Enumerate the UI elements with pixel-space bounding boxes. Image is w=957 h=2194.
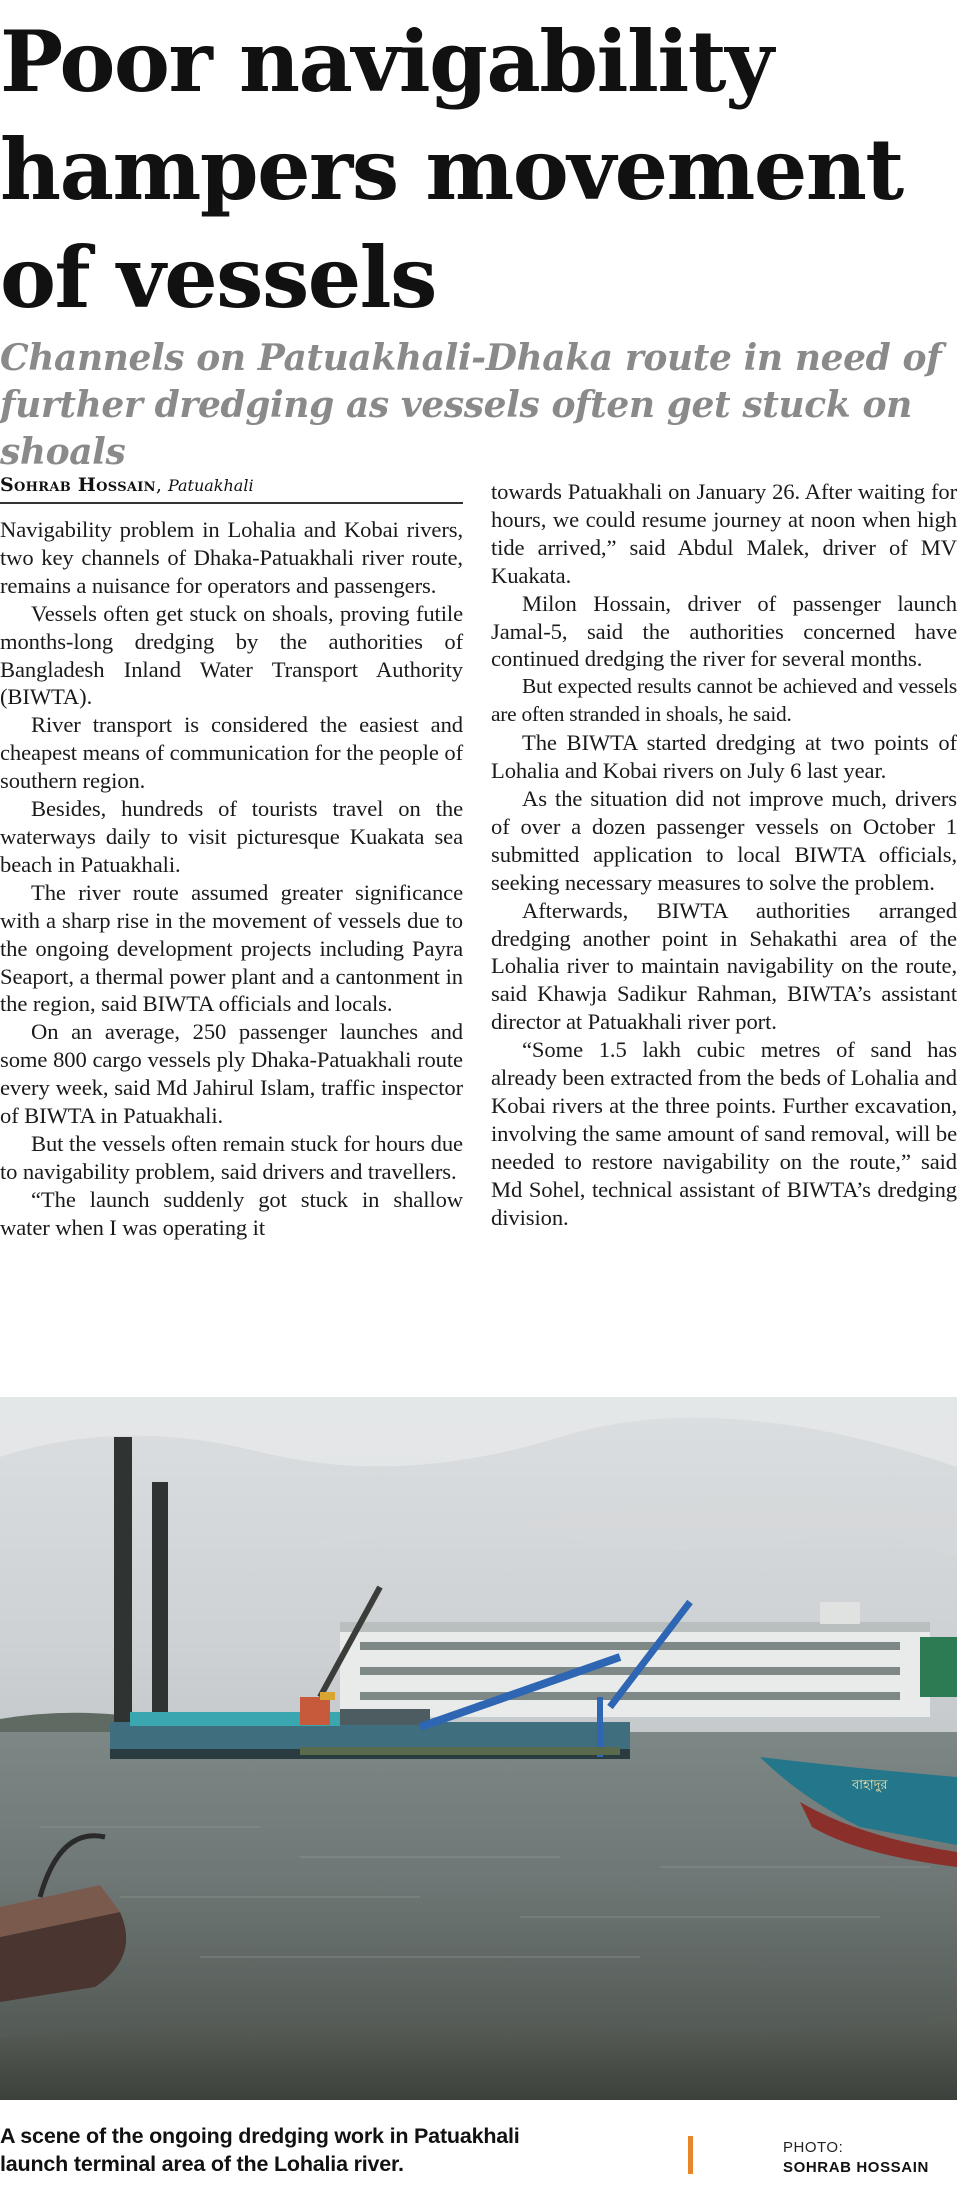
subheadline	[0, 335, 957, 476]
headline-line: hampers movement	[0, 120, 903, 219]
paragraph: “The launch suddenly got stuck in shallow water when I was operating it	[0, 1186, 463, 1240]
photo-credit-name: SOHRAB HOSSAIN	[783, 2159, 929, 2176]
paragraph: Navigability problem in Lohalia and Kobai rivers, two key channels of Dhaka-Patuakhali river route, remains a nuisance for operators and passengers.	[0, 517, 463, 598]
paragraph: But expected results cannot be achieved and vessels are often stranded in shoals, he said.	[491, 674, 957, 727]
paragraph: Milon Hossain, driver of passenger launch Jamal-5, said the authorities concerned have continued dredging the river for several months.	[491, 590, 957, 672]
launch-stern	[920, 1637, 957, 1697]
photo-caption	[0, 2122, 620, 2178]
byline-location: Patuakhali	[167, 476, 254, 495]
paragraph: On an average, 250 passenger launches and some 800 cargo vessels ply Dhaka-Patuakhali route every week, said Md Jahirul Islam, traffic inspector of BIWTA in Patuakhali.	[0, 1019, 463, 1129]
byline-author: Sohrab Hossain	[0, 474, 156, 496]
photo-credit-label: PHOTO:	[783, 2139, 844, 2156]
paragraph: Afterwards, BIWTA authorities arranged dredging another point in Sehakathi area of the Lohalia river to maintain navigability on the route, said Khawja Sadikur Rahman, BIWTA’s assistant director at Patuakhali river port.	[491, 897, 957, 1035]
paragraph: “Some 1.5 lakh cubic metres of sand has already been extracted from the beds of Lohalia and Kobai rivers at the three points. Further excavation, involving the same amount of sand removal, will be needed to restore navigability on the route,” said Md Sohel, technical assistant of BIWTA’s dredging division.	[491, 1037, 957, 1230]
subhead-line: Channels on Patuakhali-Dhaka route in need of	[0, 337, 942, 379]
headline-line: Poor navigability	[0, 12, 773, 111]
paragraph: Vessels often get stuck on shoals, proving futile months-long dredging by the authorities of Bangladesh Inland Water Transport Authority (BIWTA).	[0, 600, 463, 710]
article-column-2	[491, 478, 957, 1231]
caption-line: A scene of the ongoing dredging work in Patuakhali	[0, 2124, 520, 2148]
paragraph: The river route assumed greater significance with a sharp rise in the movement of vessels due to the ongoing development projects including Payra Seaport, a thermal power plant and a cantonment in the region, said BIWTA officials and locals.	[0, 879, 463, 1017]
dredger-pipe	[114, 1437, 132, 1747]
headline-line: of vessels	[0, 228, 436, 327]
dredger-pipe	[152, 1482, 168, 1747]
paragraph: River transport is considered the easiest and cheapest means of communication for the people of southern region.	[0, 712, 463, 794]
dredging-photo	[0, 1397, 957, 2100]
paragraph: Besides, hundreds of tourists travel on the waterways daily to visit picturesque Kuakata sea beach in Patuakhali.	[0, 796, 463, 877]
byline: Sohrab Hossain, Patuakhali	[0, 472, 463, 504]
paragraph: But the vessels often remain stuck for hours due to navigability problem, said drivers and travellers.	[0, 1130, 463, 1184]
article-column-1	[0, 516, 463, 1242]
paragraph: As the situation did not improve much, drivers of over a dozen passenger vessels on October 1 submitted application to local BIWTA officials, seeking necessary measures to solve the problem.	[491, 785, 957, 895]
headline	[0, 8, 957, 332]
paragraph: The BIWTA started dredging at two points of Lohalia and Kobai rivers on July 6 last year.	[491, 730, 957, 784]
caption-divider	[688, 2136, 693, 2174]
caption-line: launch terminal area of the Lohalia river.	[0, 2152, 404, 2176]
boat-name: বাহাদুর	[852, 1778, 888, 1793]
subhead-line: further dredging as vessels often get stuck on shoals	[0, 384, 912, 473]
paragraph: towards Patuakhali on January 26. After waiting for hours, we could resume journey at noon when high tide arrived,” said Abdul Malek, driver of MV Kuakata.	[491, 479, 957, 588]
